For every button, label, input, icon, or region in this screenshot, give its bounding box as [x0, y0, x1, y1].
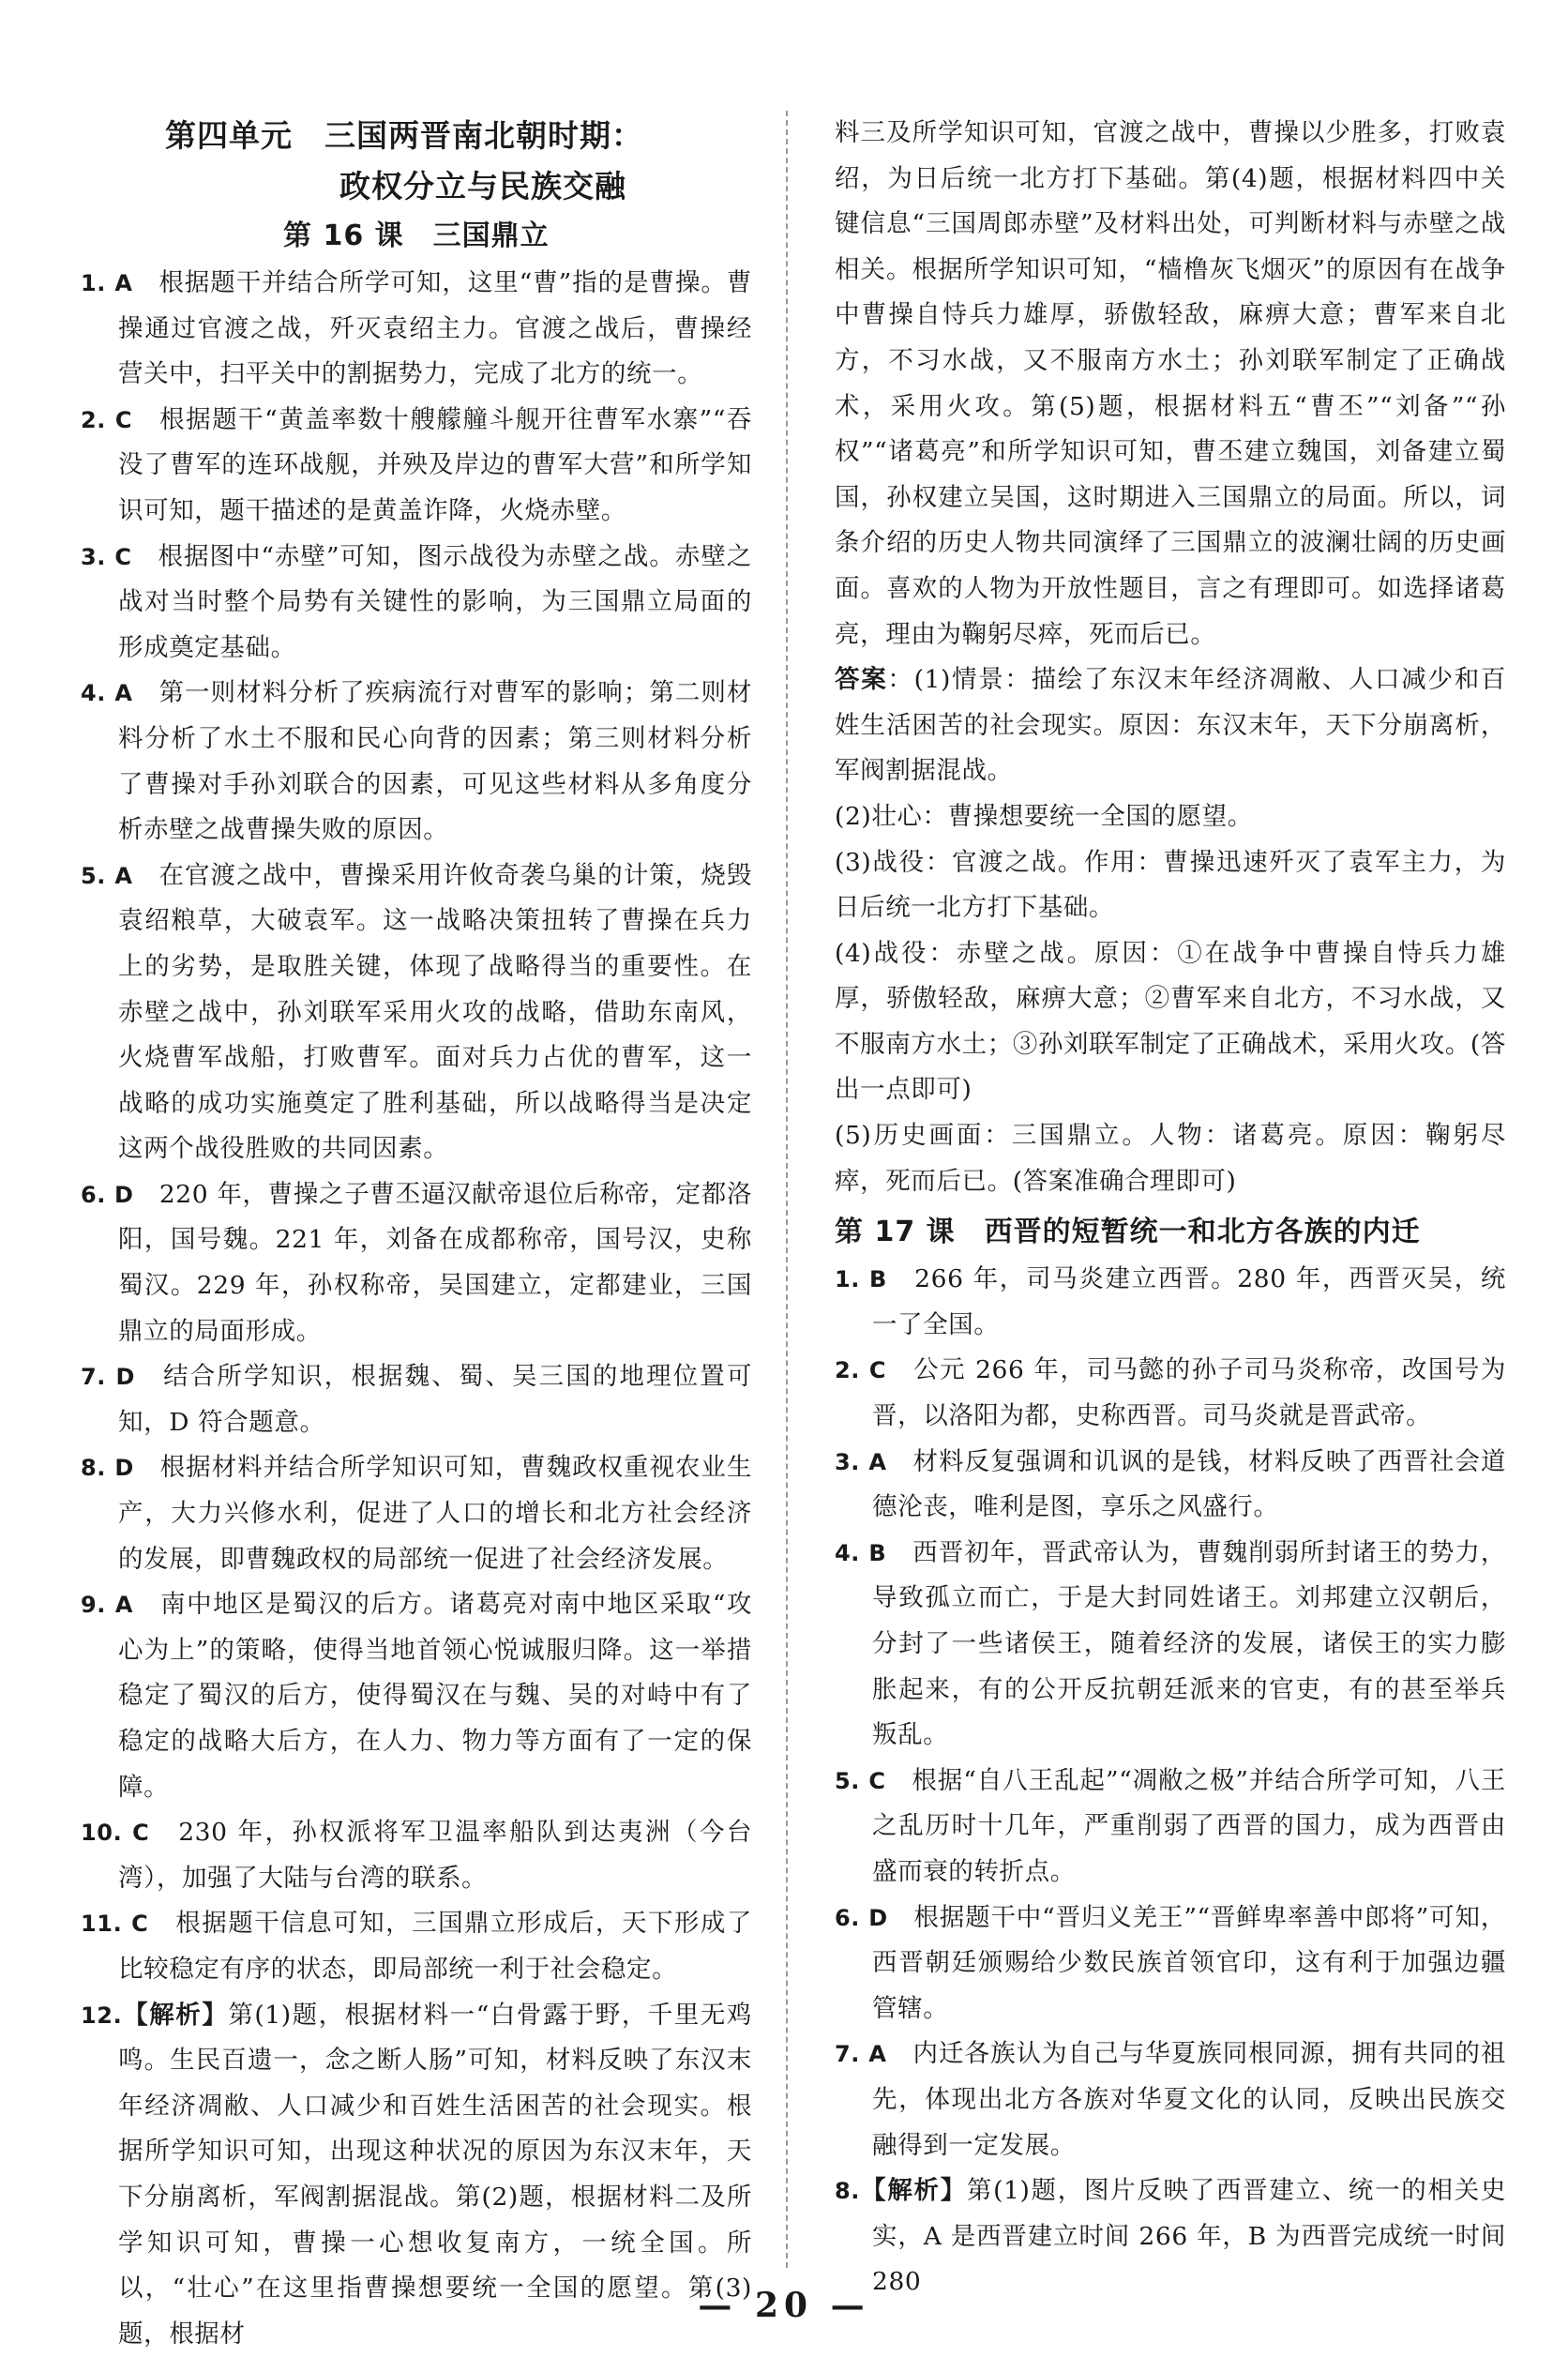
answer-line-5: (5)历史画面：三国鼎立。人物：诸葛亮。原因：鞠躬尽瘁，死而后已。(答案准确合理即可)	[835, 1121, 1506, 1196]
item-text: 根据材料并结合所学知识可知，曹魏政权重视农业生产，大力兴修水利，促进了人口的增长和北方社会经济的发展，即曹魏政权的局部统一促进了社会经济发展。	[118, 1453, 752, 1574]
item-number: 10. C	[81, 1820, 150, 1847]
answer-item-17-5	[835, 1759, 1506, 1896]
item-number: 7. A	[835, 2041, 887, 2068]
item-number: 5. A	[81, 862, 133, 889]
answer-item-17-7	[835, 2032, 1506, 2168]
item-text: 第(1)题，图片反映了西晋建立、统一的相关史实，A 是西晋建立时间 266 年，B 为西晋完成统一时间 280	[872, 2176, 1506, 2297]
item-number: 8. D	[81, 1455, 134, 1482]
item-number: 6. D	[81, 1181, 134, 1208]
answer-item-7	[81, 1354, 752, 1445]
answer-text: ：(1)情景：描绘了东汉末年经济凋敝、人口减少和百姓生活困苦的社会现实。原因：东汉末年，天下分崩离析，军阀割据混战。	[835, 665, 1506, 786]
answer-item-17-1	[835, 1257, 1506, 1348]
item-text: 230 年，孙权派将军卫温率船队到达夷洲（今台湾），加强了大陆与台湾的联系。	[118, 1818, 753, 1893]
answer-item-17-6	[835, 1896, 1506, 2032]
left-column	[81, 111, 752, 2357]
item-number: 5. C	[835, 1767, 886, 1794]
item-text: 根据题干并结合所学可知，这里“曹”指的是曹操。曹操通过官渡之战，歼灭袁绍主力。官渡之战后，曹操经营关中，扫平关中的割据势力，完成了北方的统一。	[118, 268, 752, 389]
item-text: 内迁各族认为自己与华夏族同根同源，拥有共同的祖先，体现出北方各族对华夏文化的认同，反映出民族交融得到一定发展。	[872, 2039, 1506, 2160]
answer-item-17-2	[835, 1348, 1506, 1439]
item-text: 公元 266 年，司马懿的孙子司马炎称帝，改国号为晋，以洛阳为都，史称西晋。司马炎就是晋武帝。	[872, 1355, 1507, 1431]
item-text: 第一则材料分析了疾病流行对曹军的影响；第二则材料分析了水土不服和民心向背的因素；第三则材料分析了曹操对手孙刘联合的因素，可见这些材料从多角度分析赤壁之战曹操失败的原因。	[118, 678, 752, 845]
item-text: 根据题干“黄盖率数十艘艨艟斗舰开往曹军水寨”“吞没了曹军的连环战舰，并殃及岸边的曹军大营”和所学知识可知，题干描述的是黄盖诈降，火烧赤壁。	[118, 404, 752, 525]
answer-item-5	[81, 854, 752, 1172]
item-text: 结合所学知识，根据魏、蜀、吴三国的地理位置可知，D 符合题意。	[118, 1362, 752, 1437]
lesson-17-title: 第 17 课 西晋的短暂统一和北方各族的内迁	[835, 1216, 1421, 1249]
item-number: 3. A	[835, 1448, 887, 1475]
item-number: 11. C	[81, 1911, 149, 1938]
item-number: 12.	[81, 2002, 123, 2029]
answer-item-10	[81, 1810, 752, 1901]
item-text: 根据“自八王乱起”“凋敝之极”并结合所学可知，八王之乱历时十几年，严重削弱了西晋的国力，成为西晋由盛而衰的转折点。	[872, 1765, 1507, 1886]
item-number: 1. B	[835, 1266, 887, 1293]
answer-item-6	[81, 1172, 752, 1354]
item-number: 6. D	[835, 1904, 888, 1931]
item-text: 根据题干信息可知，三国鼎立形成后，天下形成了比较稳定有序的状态，即局部统一利于社会稳定。	[118, 1909, 752, 1984]
answer-item-17-4	[835, 1531, 1506, 1759]
item-text: 根据图中“赤壁”可知，图示战役为赤壁之战。赤壁之战对当时整个局势有关键性的影响，为三国鼎立局面的形成奠定基础。	[118, 541, 752, 662]
page-number: — 20 —	[698, 2286, 870, 2325]
item-number: 3. C	[81, 543, 132, 570]
item-number: 4. B	[835, 1539, 887, 1566]
answer-line-4: (4)战役：赤壁之战。原因：①在战争中曹操自恃兵力雄厚，骄傲轻敌，麻痹大意；②曹军来自北方，不习水战，又不服南方水土；③孙刘联军制定了正确战术，采用火攻。(答出一点即可)	[835, 938, 1506, 1105]
answer-line-1	[835, 657, 1506, 794]
unit-title-line2: 政权分立与民族交融	[339, 168, 626, 204]
item-number: 4. A	[81, 680, 133, 707]
item-text: 220 年，曹操之子曹丕逼汉献帝退位后称帝，定都洛阳，国号魏。221 年，刘备在成都称帝，国号汉，史称蜀汉。229 年，孙权称帝，吴国建立，定都建业，三国鼎立的局面形成。	[118, 1179, 752, 1346]
item-number: 8.	[835, 2178, 861, 2205]
item-text: 在官渡之战中，曹操采用许攸奇袭乌巢的计策，烧毁袁绍粮草，大破袁军。这一战略决策扭转了曹操在兵力上的劣势，是取胜关键，体现了战略得当的重要性。在赤壁之战中，孙刘联军采用火攻的战略，借助东南风，火烧曹军战船，打败曹军。面对兵力占优的曹军，这一战略的成功实施奠定了胜利基础，所以战略得当是决定这两个战役胜败的共同因素。	[118, 860, 752, 1164]
answer-line-2: (2)壮心：曹操想要统一全国的愿望。	[835, 801, 1253, 831]
item-number: 1. A	[81, 270, 133, 296]
column-divider	[786, 111, 788, 2268]
answer-line-3: (3)战役：官渡之战。作用：曹操迅速歼灭了袁军主力，为日后统一北方打下基础。	[835, 847, 1506, 923]
item-text: 西晋初年，晋武帝认为，曹魏削弱所封诸王的势力，导致孤立而亡，于是大封同姓诸王。刘邦建立汉朝后，分封了一些诸侯王，随着经济的发展，诸侯王的实力膨胀起来，有的公开反抗朝廷派来的官吏，有的甚至举兵叛乱。	[872, 1537, 1506, 1750]
item-text: 266 年，司马炎建立西晋。280 年，西晋灭吴，统一了全国。	[872, 1264, 1506, 1339]
right-column	[835, 111, 1506, 2305]
item-text: 第(1)题，根据材料一“白骨露于野，千里无鸡鸣。生民百遗一，念之断人肠”可知，材料反映了东汉末年经济凋敝、人口减少和百姓生活困苦的社会现实。根据所学知识可知，出现这种状况的原因为东汉末年，天下分崩离析，军阀割据混战。第(2)题，根据材料二及所学知识可知，曹操一心想收复南方，一统全国。所以，“壮心”在这里指曹操想要统一全国的愿望。第(3)题，根据材	[118, 2000, 752, 2349]
answer-item-4	[81, 671, 752, 853]
unit-title-line1: 第四单元 三国两晋南北朝时期：	[165, 117, 643, 154]
item-number: 9. A	[81, 1592, 134, 1619]
unit-title	[81, 111, 752, 212]
item-text: 南中地区是蜀汉的后方。诸葛亮对南中地区采取“攻心为上”的策略，使得当地首领心悦诚服归降。这一举措稳定了蜀汉的后方，使得蜀汉在与魏、吴的对峙中有了稳定的战略大后方，在人力、物力等方面有了一定的保障。	[118, 1590, 752, 1802]
item-number: 2. C	[81, 406, 133, 433]
item-text: 根据题干中“晋归义羌王”“晋鲜卑率善中郎将”可知，西晋朝廷颁赐给少数民族首领官印，这有利于加强边疆管辖。	[872, 1902, 1507, 2023]
lesson-16-title: 第 16 课 三国鼎立	[283, 219, 550, 252]
answer-item-3	[81, 535, 752, 672]
answer-item-17-3	[835, 1440, 1506, 1531]
analysis-label: 【解析】	[122, 2000, 229, 2030]
item-12-continued: 料三及所学知识可知，官渡之战中，曹操以少胜多，打败袁绍，为日后统一北方打下基础。第(4)题，根据材料四中关键信息“三国周郎赤壁”及材料出处，可判断材料与赤壁之战相关。根据所学知识可知，“樯橹灰飞烟灭”的原因有在战争中曹操自恃兵力雄厚，骄傲轻敌，麻痹大意；曹军来自北方，不习水战，又不服南方水土；孙刘联军制定了正确战术，采用火攻。第(5)题，根据材料五“曹丕”“刘备”“孙权”“诸葛亮”和所学知识可知，曹丕建立魏国，刘备建立蜀国，孙权建立吴国，这时期进入三国鼎立的局面。所以，词条介绍的历史人物共同演绎了三国鼎立的波澜壮阔的历史画面。喜欢的人物为开放性题目，言之有理即可。如选择诸葛亮，理由为鞠躬尽瘁，死而后已。	[835, 118, 1506, 649]
answer-item-8	[81, 1445, 752, 1582]
item-text: 材料反复强调和讥讽的是钱，材料反映了西晋社会道德沦丧，唯利是图，享乐之风盛行。	[872, 1446, 1506, 1522]
answer-item-1	[81, 261, 752, 398]
analysis-label: 【解析】	[860, 2176, 967, 2206]
answer-label: 答案	[835, 665, 888, 695]
answer-item-11	[81, 1901, 752, 1992]
answer-item-2	[81, 398, 752, 535]
item-number: 2. C	[835, 1357, 887, 1384]
item-number: 7. D	[81, 1364, 136, 1391]
answer-item-9	[81, 1582, 752, 1810]
